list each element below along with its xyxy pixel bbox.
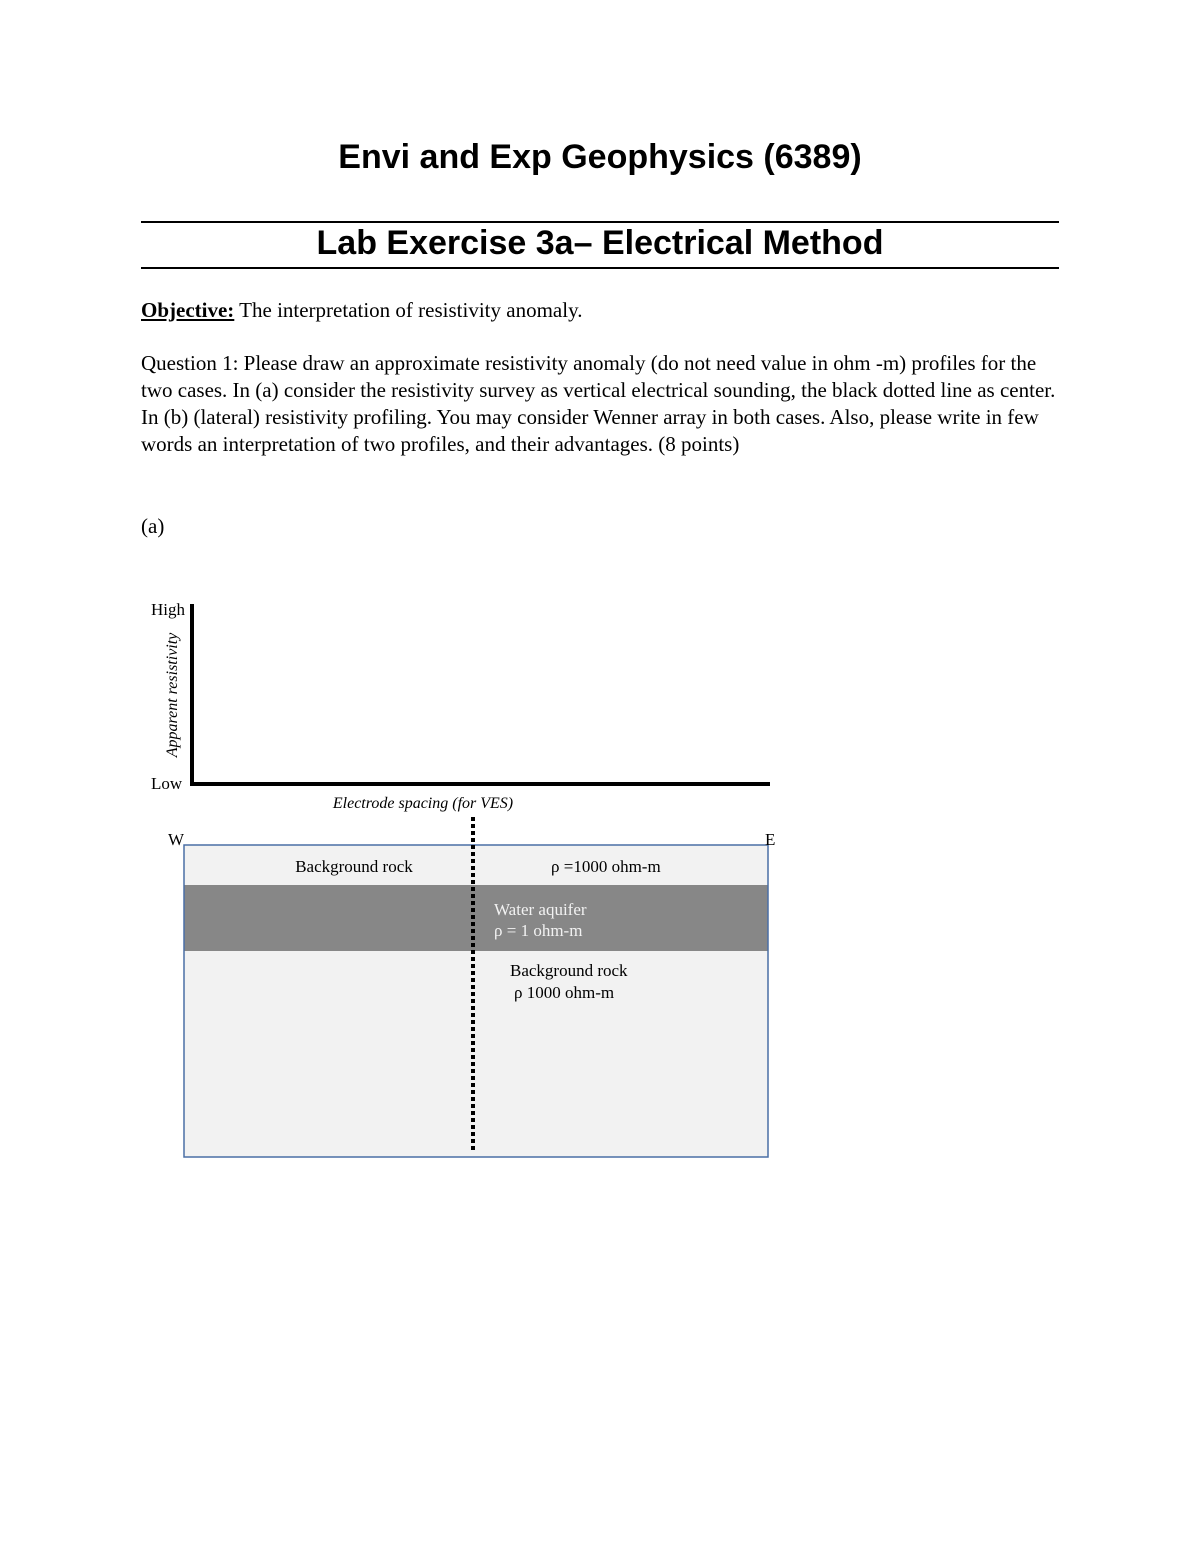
objective-label: Objective: bbox=[141, 298, 235, 322]
part-label: (a) bbox=[141, 514, 165, 538]
y-axis-title: Apparent resistivity bbox=[164, 632, 181, 758]
top-layer-label: Background rock bbox=[295, 857, 413, 876]
west-label: W bbox=[168, 830, 185, 849]
top-layer-resistivity: ρ =1000 ohm-m bbox=[551, 857, 661, 876]
bottom-background-rock-layer bbox=[184, 951, 768, 1157]
y-axis-high-label: High bbox=[151, 600, 185, 619]
aquifer-label: Water aquifer bbox=[494, 900, 587, 919]
aquifer-resistivity: ρ = 1 ohm-m bbox=[494, 921, 583, 940]
bottom-layer-resistivity: ρ 1000 ohm-m bbox=[514, 983, 615, 1002]
objective-text: The interpretation of resistivity anomaly. bbox=[234, 298, 583, 322]
top-background-rock-layer bbox=[184, 845, 768, 885]
question-text: Question 1: Please draw an approximate resistivity anomaly (do not need value in ohm -m) profiles for the two cases. In (a) consider the resistivity survey as vertical electrical sounding, the black dotted line as center. In (b) (lateral) resistivity profiling. You may consider Wenner array in both cases. Also, please write in few words an interpretation of two profiles, and their advantages. (8 points) bbox=[141, 351, 1056, 456]
course-title: Envi and Exp Geophysics (6389) bbox=[338, 138, 862, 176]
x-axis-title: Electrode spacing (for VES) bbox=[332, 795, 514, 812]
east-label: E bbox=[765, 830, 776, 849]
y-axis-low-label: Low bbox=[151, 774, 183, 793]
bottom-layer-label: Background rock bbox=[510, 961, 628, 980]
water-aquifer-layer bbox=[184, 885, 768, 951]
lab-title: Lab Exercise 3a– Electrical Method bbox=[316, 224, 884, 262]
